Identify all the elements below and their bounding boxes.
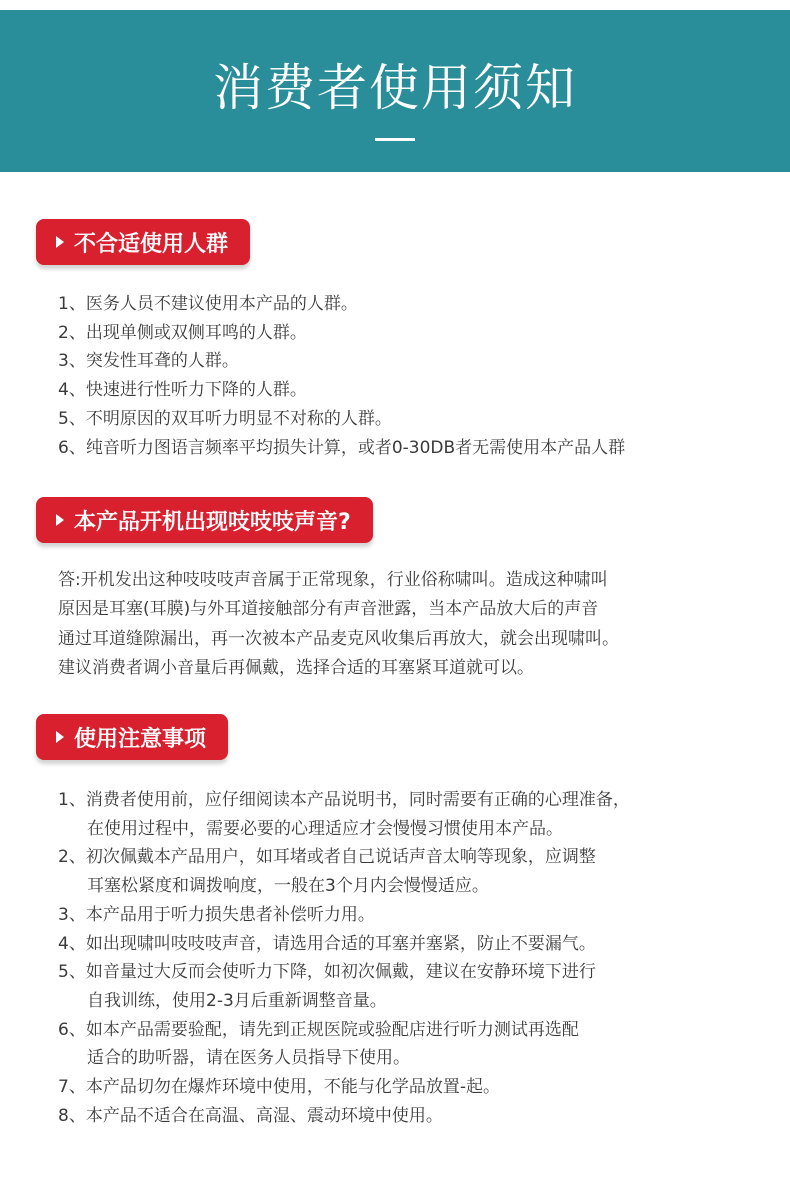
usage-notes-list	[58, 786, 630, 1130]
list-item: 8、本产品不适合在高温、高湿、震动环境中使用。	[58, 1105, 443, 1126]
paragraph-line: 通过耳道缝隙漏出，再一次被本产品麦克风收集后再放大，就会出现啸叫。	[58, 628, 619, 649]
triangle-right-icon	[56, 514, 64, 526]
list-item-continuation: 适合的助听器，请在医务人员指导下使用。	[87, 1048, 410, 1069]
list-item: 4、如出现啸叫吱吱吱声音，请选用合适的耳塞并塞紧，防止不要漏气。	[58, 933, 596, 954]
list-item: 2、出现单侧或双侧耳鸣的人群。	[58, 322, 307, 343]
list-item-continuation: 在使用过程中，需要必要的心理适应才会慢慢习惯使用本产品。	[87, 818, 563, 839]
section-badge-unsuitable-users	[36, 219, 250, 265]
unsuitable-users-list	[58, 290, 625, 462]
list-item: 6、如本产品需要验配，请先到正规医院或验配店进行听力测试再选配	[58, 1019, 579, 1040]
title-underline	[375, 138, 415, 141]
list-item: 5、不明原因的双耳听力明显不对称的人群。	[58, 408, 392, 429]
header-banner	[0, 10, 790, 172]
section-badge-whistling-sound	[36, 497, 373, 543]
top-strip	[0, 0, 790, 10]
paragraph-line: 原因是耳塞(耳膜)与外耳道接触部分有声音泄露，当本产品放大后的声音	[58, 599, 599, 620]
triangle-right-icon	[56, 236, 64, 248]
list-item: 5、如音量过大反而会使听力下降，如初次佩戴，建议在安静环境下进行	[58, 962, 596, 983]
section-title: 使用注意事项	[74, 726, 207, 752]
paragraph-line: 建议消费者调小音量后再佩戴，选择合适的耳塞紧耳道就可以。	[58, 658, 534, 679]
page-title: 消费者使用须知	[213, 59, 577, 117]
list-item: 1、医务人员不建议使用本产品的人群。	[58, 294, 358, 314]
list-item: 7、本产品切勿在爆炸环境中使用，不能与化学品放置-起。	[58, 1077, 500, 1098]
triangle-right-icon	[56, 731, 64, 743]
section-title: 本产品开机出现吱吱吱声音?	[74, 509, 351, 535]
list-item: 2、初次佩戴本产品用户，如耳堵或者自己说话声音太响等现象，应调整	[58, 847, 596, 868]
section-badge-usage-notes	[36, 714, 228, 760]
list-item-continuation: 自我训练，使用2-3月后重新调整音量。	[87, 990, 387, 1011]
section-title: 不合适使用人群	[74, 231, 229, 257]
whistling-answer-paragraph	[58, 566, 758, 684]
paragraph-line: 答:开机发出这种吱吱吱声音属于正常现象，行业俗称啸叫。造成这种啸叫	[58, 570, 608, 590]
list-item-continuation: 耳塞松紧度和调拨响度，一般在3个月内会慢慢适应。	[87, 876, 489, 897]
list-item: 6、纯音听力图语言频率平均损失计算，或者0-30DB者无需使用本产品人群	[58, 437, 626, 458]
list-item: 4、快速进行性听力下降的人群。	[58, 380, 307, 401]
list-item: 3、突发性耳聋的人群。	[58, 351, 239, 372]
list-item: 3、本产品用于听力损失患者补偿听力用。	[58, 904, 375, 925]
list-item: 1、消费者使用前，应仔细阅读本产品说明书，同时需要有正确的心理准备，	[58, 790, 630, 810]
